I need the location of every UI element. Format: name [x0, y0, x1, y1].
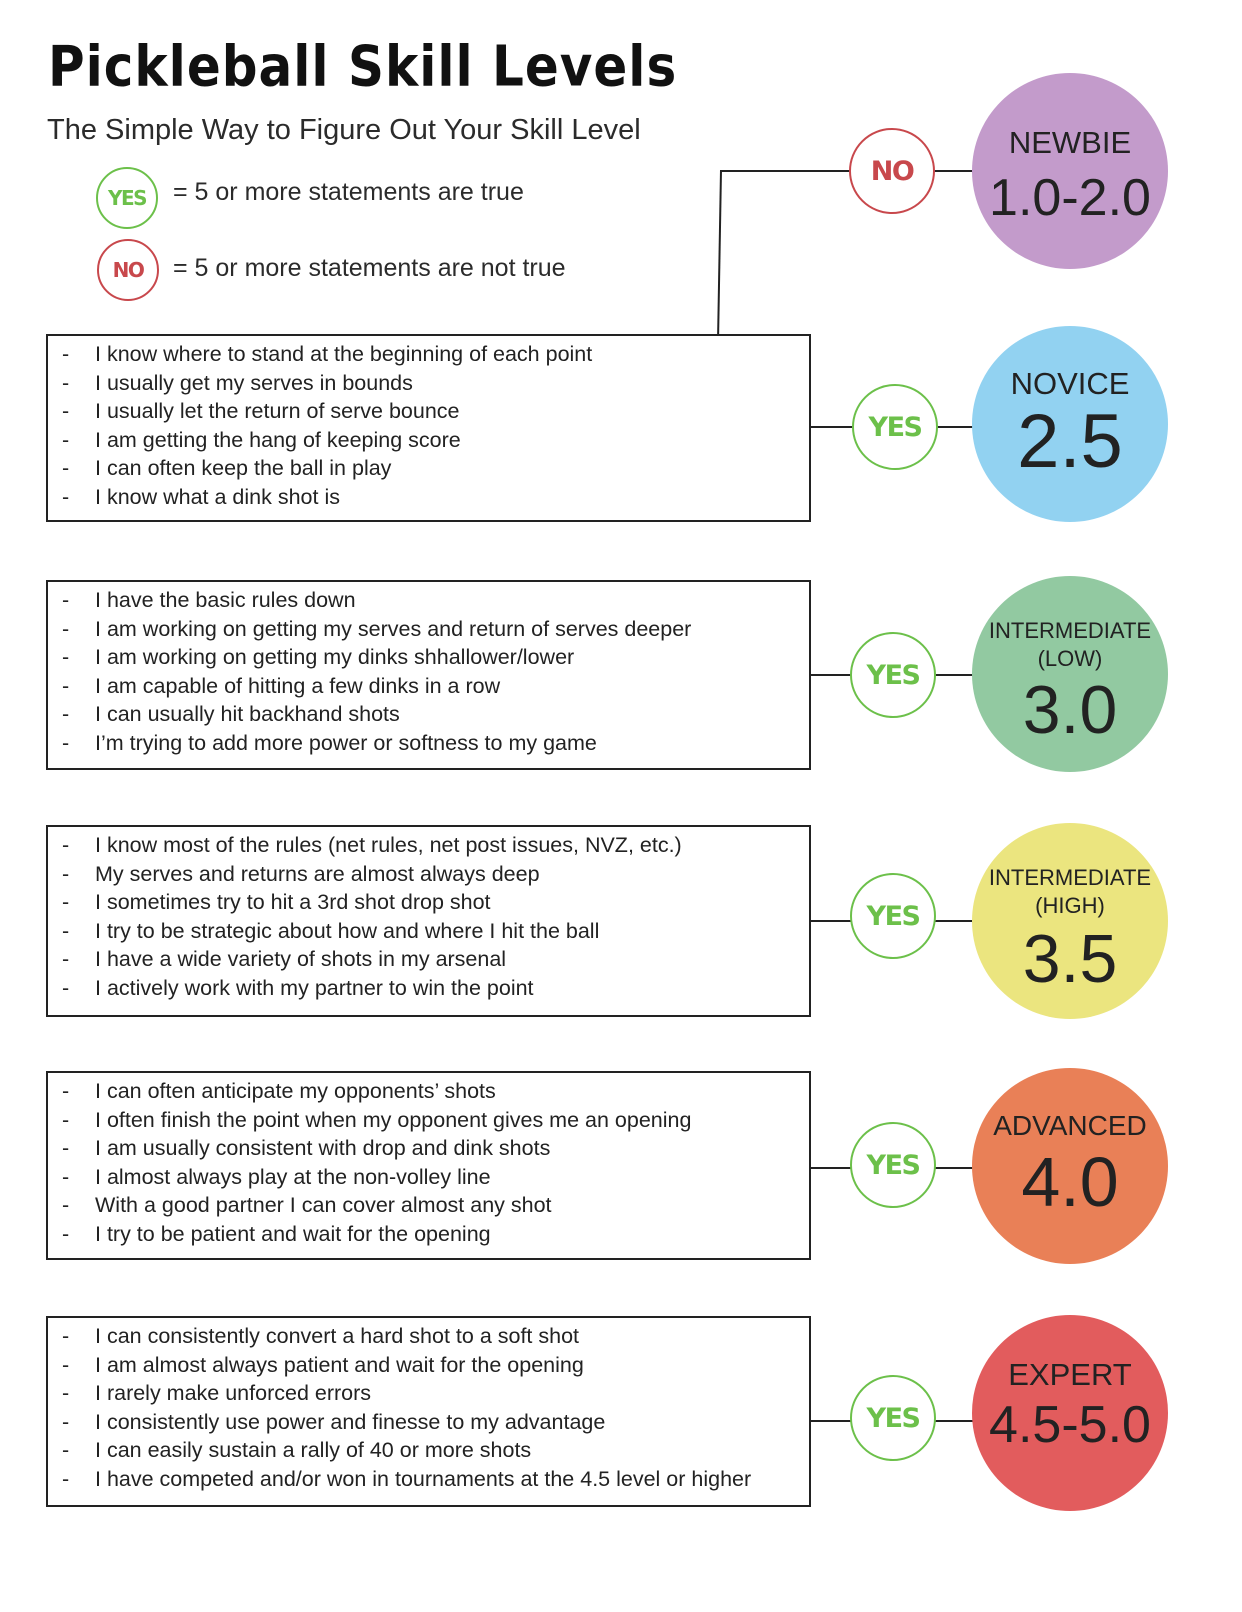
statement-item: - I consistently use power and finesse to my advantage — [62, 1409, 606, 1434]
level-circle-intermediate-high — [972, 823, 1168, 1019]
statement-item: - I have a wide variety of shots in my arsenal — [62, 947, 507, 972]
statement-item: - I have competed and/or won in tournaments at the 4.5 level or higher — [62, 1466, 752, 1491]
legend-no-badge: NO — [97, 239, 159, 301]
statement-item: - I know where to stand at the beginning of each point — [62, 342, 593, 366]
level-name: ADVANCED — [993, 1110, 1147, 1141]
statement-item: - I almost always play at the non-volley line — [62, 1164, 491, 1189]
intermediate-high-yes-badge: YES — [850, 873, 936, 959]
statements-box-novice — [46, 334, 811, 522]
legend-yes-text: = 5 or more statements are true — [173, 178, 524, 206]
level-value: 4.0 — [1021, 1143, 1119, 1221]
statement-item: - I can usually hit backhand shots — [62, 702, 400, 727]
level-circle-intermediate-low — [972, 576, 1168, 772]
level-name: EXPERT — [1008, 1357, 1132, 1392]
page-subtitle: The Simple Way to Figure Out Your Skill Level — [47, 114, 641, 146]
statement-item: - With a good partner I can cover almost any shot — [62, 1193, 552, 1218]
level-name: INTERMEDIATE — [988, 618, 1152, 643]
statement-item: - I am usually consistent with drop and dink shots — [62, 1136, 551, 1161]
statement-item: - I am almost always patient and wait for the opening — [62, 1352, 584, 1377]
level-circle-newbie — [972, 73, 1168, 269]
statements-box-advanced — [46, 1071, 811, 1260]
level-value: 4.5-5.0 — [989, 1396, 1151, 1454]
statement-item: - I can consistently convert a hard shot to a soft shot — [62, 1324, 580, 1348]
level-value: 1.0-2.0 — [989, 169, 1151, 227]
statement-item: - I usually let the return of serve bounce — [62, 399, 460, 424]
level-value: 2.5 — [1017, 399, 1123, 484]
statement-item: - I actively work with my partner to win the point — [62, 975, 534, 1000]
connector-newbie-vertical — [717, 170, 722, 335]
level-name: NOVICE — [1010, 366, 1130, 401]
legend-no-text: = 5 or more statements are not true — [173, 254, 566, 282]
statement-item: - I am working on getting my dinks shhallower/lower — [62, 645, 575, 670]
level-value: 3.0 — [1022, 672, 1118, 748]
statements-box-intermediate-high — [46, 825, 811, 1017]
novice-yes-badge: YES — [852, 384, 938, 470]
level-name-sub: (LOW) — [1037, 646, 1103, 671]
statement-item: - I rarely make unforced errors — [62, 1381, 372, 1406]
statement-item: - I’m trying to add more power or softness to my game — [62, 730, 597, 755]
statements-box-expert — [46, 1316, 811, 1507]
statement-item: - I can easily sustain a rally of 40 or more shots — [62, 1438, 532, 1463]
legend-yes-badge: YES — [96, 167, 158, 229]
level-name-sub: (HIGH) — [1035, 893, 1105, 918]
statement-item: - I try to be strategic about how and where I hit the ball — [62, 918, 600, 943]
newbie-no-badge: NO — [849, 128, 935, 214]
connector-newbie-left — [720, 170, 850, 172]
level-name: NEWBIE — [1008, 125, 1132, 160]
statement-item: - I am getting the hang of keeping score — [62, 427, 461, 452]
statement-item: - I know what a dink shot is — [62, 484, 340, 509]
advanced-yes-badge: YES — [850, 1122, 936, 1208]
statement-item: - I can often anticipate my opponents’ shots — [62, 1079, 496, 1103]
connector-newbie-right — [933, 170, 973, 172]
statement-item: - I am capable of hitting a few dinks in a row — [62, 673, 501, 698]
statement-item: - I have the basic rules down — [62, 588, 356, 612]
level-name: INTERMEDIATE — [988, 865, 1152, 890]
statement-item: - I can often keep the ball in play — [62, 456, 392, 481]
page-title: Pickleball Skill Levels — [48, 34, 678, 99]
statement-item: - I often finish the point when my opponent gives me an opening — [62, 1107, 692, 1132]
level-value: 3.5 — [1022, 921, 1118, 997]
level-circle-advanced — [972, 1068, 1168, 1264]
statement-item: - I am working on getting my serves and return of serves deeper — [62, 616, 692, 641]
level-circle-expert — [972, 1315, 1168, 1511]
statement-item: - I try to be patient and wait for the opening — [62, 1221, 491, 1246]
statement-item: - I usually get my serves in bounds — [62, 370, 413, 395]
statements-box-intermediate-low — [46, 580, 811, 770]
statement-item: - I know most of the rules (net rules, net post issues, NVZ, etc.) — [62, 833, 682, 857]
intermediate-low-yes-badge: YES — [850, 632, 936, 718]
level-circle-novice — [972, 326, 1168, 522]
statement-item: - I sometimes try to hit a 3rd shot drop shot — [62, 890, 491, 915]
statement-item: - My serves and returns are almost always deep — [62, 861, 540, 886]
expert-yes-badge: YES — [850, 1375, 936, 1461]
